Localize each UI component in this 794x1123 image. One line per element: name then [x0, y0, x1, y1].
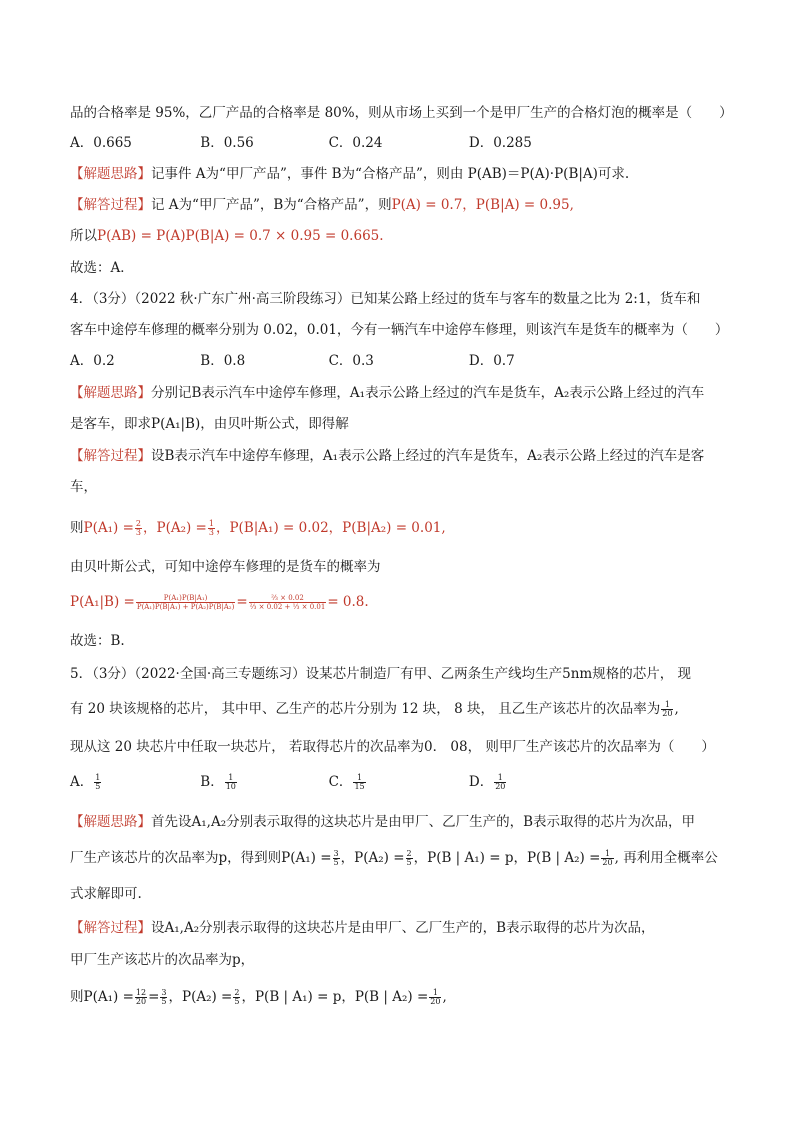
frac-num: 3 — [161, 988, 167, 997]
frac-den: 5 — [406, 858, 412, 867]
q3-stem-tail: 品的合格率是 95%，乙厂产品的合格率是 80%，则从市场上买到一个是甲厂生产的合格灯泡的概率是（ ） — [70, 105, 733, 121]
q5-stem-1: 5．（3分）（2022·全国·高三专题练习）设某芯片制造厂有甲、乙两条生产线均生产5nm规格的芯片， 现 — [70, 666, 691, 682]
q4-thought-1 — [70, 383, 704, 403]
q5-thought-1-text: 首先设A₁,A₂分别表示取得的这块芯片是由甲厂、乙厂生产的，B表示取得的芯片为次品，甲 — [151, 814, 696, 830]
q3-options — [70, 133, 532, 153]
frac-num: 1 — [95, 773, 101, 782]
q5-process-1 — [70, 918, 655, 938]
frac-num: 1 — [661, 701, 673, 710]
q4-p3-a-frac — [135, 520, 142, 537]
q3-process-1-math: P(A) = 0.7，P(B|A) = 0.95, — [391, 197, 574, 213]
q4-p5-eq: = — [236, 594, 248, 610]
q4-process-4: 由贝叶斯公式，可知中途停车修理的是货车的概率为 — [70, 559, 381, 575]
q5-stem-2-a: 有 20 块该规格的芯片， 其中甲、乙生产的芯片分别为 12 块， 8 块， 且乙生产该芯片的次品率为 — [70, 701, 661, 717]
q4-p3-b: ，P(A₂) = — [142, 520, 207, 536]
q3-thought-tag: 【解题思路】 — [70, 166, 151, 182]
q5-thought-1 — [70, 812, 695, 832]
frac-den: 5 — [161, 997, 167, 1006]
q4-p5-res: = 0.8. — [327, 594, 369, 610]
q4-stem-2: 客车中途停车修理的概率分别为 0.02，0.01，今有一辆汽车中途停车修理，则该汽车是货车的概率为（ ） — [70, 322, 729, 338]
option-label: D． — [468, 774, 494, 790]
q5-p3-a: P(A₁) = — [83, 989, 134, 1005]
frac-num: 1 — [601, 850, 613, 859]
frac-den: 3 — [135, 528, 141, 537]
frac-num: 1 — [225, 774, 237, 783]
option-frac — [494, 774, 506, 791]
frac-den: 5 — [333, 858, 339, 867]
frac-num: 2 — [135, 519, 141, 528]
q5-t2-a-frac — [333, 850, 340, 867]
q5-p3-a-frac-1 — [135, 989, 147, 1006]
q5-thought-2 — [70, 848, 718, 868]
q4-process-3 — [70, 518, 446, 538]
q3-option-c: C．0.24 — [328, 135, 383, 151]
frac-den: 20 — [430, 997, 441, 1006]
q5-thought-tag: 【解题思路】 — [70, 814, 151, 830]
q4-p5-frac-2 — [249, 594, 327, 611]
frac-num: P(A₁)P(B|A₁) — [136, 594, 235, 603]
q5-process-3 — [70, 987, 447, 1007]
q3-process-2-prefix: 所以 — [70, 228, 97, 244]
frac-den: ⅔ × 0.02 + ⅓ × 0.01 — [249, 603, 326, 611]
q4-p3-c: ，P(B|A₁) = 0.02，P(B|A₂) = 0.01, — [215, 520, 446, 536]
q4-process-5 — [70, 592, 369, 612]
q4-process-tag: 【解答过程】 — [70, 448, 151, 464]
q5-stem-3: 现从这 20 块芯片中任取一块芯片， 若取得芯片的次品率为0． 08， 则甲厂生产该芯片的次品率为（ ） — [70, 739, 715, 755]
option-label: B． — [200, 774, 224, 790]
frac-den: 20 — [662, 709, 673, 718]
q3-answer: 故选：A． — [70, 260, 134, 276]
q4-answer: 故选：B. — [70, 633, 125, 649]
q4-p3-a: P(A₁) = — [83, 520, 134, 536]
q3-thought — [70, 164, 629, 184]
q4-thought-tag: 【解题思路】 — [70, 385, 151, 401]
q5-p3-c: ，P(B | A₁) = p，P(B | A₂) = — [241, 989, 429, 1005]
q3-process-tag: 【解答过程】 — [70, 197, 151, 213]
q3-thought-text: 记事件 A为“甲厂产品”，事件 B为“合格产品”，则由 P(AB)＝P(A)·P(B|A)可求. — [151, 166, 630, 182]
q4-p5-lhs: P(A₁|B) = — [70, 594, 135, 610]
frac-den: 20 — [495, 782, 506, 791]
q5-thought-3: 式求解即可. — [70, 886, 142, 902]
q5-option-d — [469, 772, 508, 792]
frac-den: 20 — [602, 858, 613, 867]
q4-process-3-prefix: 则 — [70, 520, 84, 536]
q5-p3-c-frac — [429, 989, 441, 1006]
q5-process-1-text: 设A₁,A₂分别表示取得的这块芯片是由甲厂、乙厂生产的，B表示取得的芯片为次品， — [151, 920, 655, 936]
q4-option-b: B．0.8 — [200, 353, 246, 369]
q5-stem-2-frac — [661, 701, 673, 718]
q5-t2-b: ，P(A₂) = — [340, 850, 405, 866]
q4-p5-frac-1 — [136, 594, 235, 611]
q5-t2-b-frac — [406, 850, 413, 867]
q5-t2-c: ，P(B | A₁) = p，P(B | A₂) = — [413, 850, 601, 866]
q5-stem-2 — [70, 699, 679, 719]
q3-option-a: A．0.665 — [70, 135, 132, 151]
q5-p3-a-eq: = — [148, 989, 160, 1005]
q5-option-b — [200, 772, 324, 792]
q4-stem-1: 4．（3分）（2022 秋·广东广州·高三阶段练习）已知某公路上经过的货车与客车的数量之比为 2:1，货车和 — [70, 291, 701, 307]
option-frac — [225, 774, 237, 791]
frac-num: 1 — [429, 989, 441, 998]
q5-t2-c-frac — [601, 850, 613, 867]
q5-option-a — [70, 772, 196, 792]
q4-option-a: A．0.2 — [70, 353, 115, 369]
q4-option-d: D．0.7 — [468, 353, 515, 369]
q3-process-1-text: 记 A为“甲厂产品”，B为“合格产品”，则 — [151, 197, 392, 213]
q3-process-2 — [70, 226, 384, 246]
q4-process-1 — [70, 446, 704, 466]
frac-num: 1 — [494, 774, 506, 783]
frac-num: 2 — [234, 988, 240, 997]
option-label: C． — [328, 774, 353, 790]
q4-option-c: C．0.3 — [328, 353, 374, 369]
q5-p3-b-frac — [233, 989, 240, 1006]
frac-den: 5 — [234, 997, 240, 1006]
option-frac — [94, 774, 101, 791]
frac-num: 1 — [353, 774, 365, 783]
q5-p3-prefix: 则 — [70, 989, 84, 1005]
option-frac — [353, 774, 365, 791]
frac-den: 5 — [95, 782, 101, 791]
q4-p3-b-frac — [208, 520, 215, 537]
q5-p3-b: ，P(A₂) = — [168, 989, 233, 1005]
frac-den: 3 — [208, 528, 214, 537]
q5-t2-d: , 再利用全概率公 — [614, 850, 718, 866]
q4-process-2: 车， — [70, 479, 97, 495]
frac-den: 20 — [135, 997, 147, 1006]
q3-option-d: D．0.285 — [468, 135, 532, 151]
q5-stem-2-b: , — [674, 701, 679, 717]
q3-option-b: B．0.56 — [200, 135, 254, 151]
q5-process-tag: 【解答过程】 — [70, 920, 151, 936]
frac-den: 15 — [354, 782, 365, 791]
q5-p3-a-frac-2 — [160, 989, 167, 1006]
q4-process-1-text: 设B表示汽车中途停车修理，A₁表示公路上经过的汽车是货车，A₂表示公路上经过的汽车是客 — [151, 448, 705, 464]
frac-num: 2 — [406, 849, 412, 858]
q5-p3-d: , — [442, 989, 447, 1005]
q5-process-2: 甲厂生产该芯片的次品率为p， — [70, 952, 255, 968]
frac-num: 12 — [135, 988, 147, 997]
q5-options — [70, 772, 507, 792]
frac-den: 10 — [225, 782, 236, 791]
q5-t2-a: 厂生产该芯片的次品率为p，得到则P(A₁) = — [70, 850, 332, 866]
frac-den: P(A₁)P(B|A₁) + P(A₂)P(B|A₂) — [136, 603, 235, 611]
frac-num: 1 — [208, 519, 214, 528]
q3-process-2-math: P(AB) = P(A)P(B|A) = 0.7 × 0.95 = 0.665. — [97, 228, 384, 244]
frac-num: ⅔ × 0.02 — [249, 594, 327, 603]
q4-thought-1-text: 分别记B表示汽车中途停车修理，A₁表示公路上经过的汽车是货车，A₂表示公路上经过的汽车 — [151, 385, 705, 401]
q5-option-c — [329, 772, 465, 792]
option-label: A． — [70, 774, 94, 790]
q4-options — [70, 351, 515, 371]
q3-process-1 — [70, 195, 574, 215]
frac-num: 3 — [333, 849, 339, 858]
q4-thought-2: 是客车，即求P(A₁|B)，由贝叶斯公式，即得解 — [70, 416, 349, 432]
